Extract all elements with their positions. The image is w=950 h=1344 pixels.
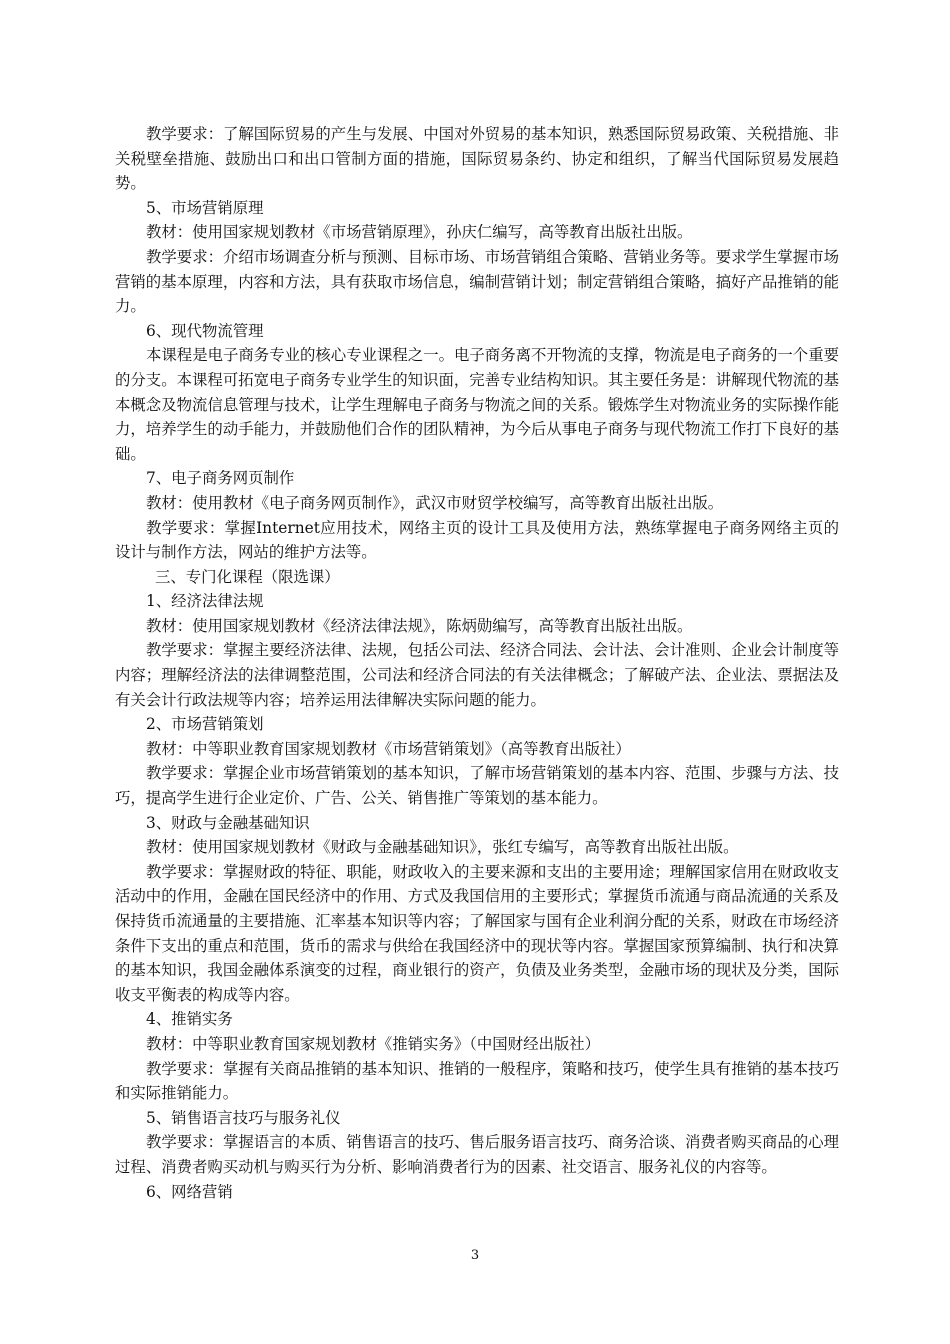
course-heading: 2、市场营销策划 (146, 715, 264, 734)
course-heading: 4、推销实务 (146, 1010, 233, 1029)
teaching-requirement-paragraph: 教学要求：掌握有关商品推销的基本知识、推销的一般程序，策略和技巧，使学生具有推销的基本技巧和实际推销能力。 (115, 1059, 839, 1103)
textbook-paragraph: 教材：使用国家规划教材《经济法律法规》，陈炳勋编写，高等教育出版社出版。 (146, 616, 693, 635)
teaching-requirement-paragraph: 教学要求：掌握语言的本质、销售语言的技巧、售后服务语言技巧、商务洽谈、消费者购买商品的心理过程、消费者购买动机与购买行为分析、影响消费者行为的因素、社交语言、服务礼仪的内容等。 (115, 1133, 839, 1176)
course-heading: 7、电子商务网页制作 (146, 469, 295, 488)
course-description-paragraph: 本课程是电子商务专业的核心专业课程之一。电子商务离不开物流的支撑，物流是电子商务的一个重要的分支。本课程可拓宽电子商务专业学生的知识面，完善专业结构知识。其主要任务是：讲解现代物流的基本概念及物流信息管理与技术，让学生理解电子商务与物流之间的关系。锻炼学生对物流业务的实际操作能力，培养学生的动手能力，并鼓励他们合作的团队精神，为今后从事电子商务与现代物流工作打下良好的基础。 (115, 346, 839, 463)
page-number: 3 (470, 1248, 480, 1263)
course-heading: 6、现代物流管理 (146, 321, 264, 340)
teaching-requirement-paragraph: 教学要求：掌握主要经济法律、法规，包括公司法、经济合同法、会计法、会计准则、企业会计制度等内容；理解经济法的法律调整范围，公司法和经济合同法的有关法律概念；了解破产法、企业法、票据法及有关会计行政法规等内容；培养运用法律解决实际问题的能力。 (115, 641, 839, 709)
textbook-paragraph: 教材：中等职业教育国家规划教材《市场营销策划》（高等教育出版社） (146, 739, 631, 758)
textbook-paragraph: 教材：使用国家规划教材《市场营销原理》，孙庆仁编写，高等教育出版社出版。 (146, 223, 693, 242)
teaching-requirement-paragraph: 教学要求：了解国际贸易的产生与发展、中国对外贸易的基本知识，熟悉国际贸易政策、关税措施、非关税壁垒措施、鼓励出口和出口管制方面的措施，国际贸易条约、协定和组织，了解当代国际贸易发展趋势。 (115, 125, 839, 193)
section-heading: 三、专门化课程（限选课） (155, 567, 340, 586)
textbook-paragraph: 教材：使用国家规划教材《财政与金融基础知识》，张红专编写，高等教育出版社出版。 (146, 838, 739, 857)
course-heading: 3、财政与金融基础知识 (146, 813, 310, 832)
teaching-requirement-paragraph: 教学要求：掌握财政的特征、职能，财政收入的主要来源和支出的主要用途；理解国家信用在财政收支活动中的作用，金融在国民经济中的作用、方式及我国信用的主要形式；掌握货币流通与商品流通的关系及保持货币流通量的主要措施、汇率基本知识等内容；了解国家与国有企业利润分配的关系，财政在市场经济条件下支出的重点和范围，货币的需求与供给在我国经济中的现状等内容。掌握国家预算编制、执行和决算的基本知识，我国金融体系演变的过程，商业银行的资产，负债及业务类型，金融市场的现状及分类，国际收支平衡表的构成等内容。 (115, 862, 839, 1004)
course-heading: 5、销售语言技巧与服务礼仪 (146, 1108, 341, 1127)
textbook-paragraph: 教材：使用教材《电子商务网页制作》，武汉市财贸学校编写，高等教育出版社出版。 (146, 493, 724, 512)
course-heading: 6、网络营销 (146, 1182, 233, 1201)
teaching-requirement-paragraph: 教学要求：掌握企业市场营销策划的基本知识，了解市场营销策划的基本内容、范围、步骤与方法、技巧，提高学生进行企业定价、广告、公关、销售推广等策划的基本能力。 (115, 764, 839, 808)
teaching-requirement-paragraph: 教学要求：介绍市场调查分析与预测、目标市场、市场营销组合策略、营销业务等。要求学生掌握市场营销的基本原理，内容和方法，具有获取市场信息，编制营销计划；制定营销组合策略，搞好产品推销的能力。 (115, 247, 839, 316)
textbook-paragraph: 教材：中等职业教育国家规划教材《推销实务》（中国财经出版社） (146, 1034, 601, 1053)
course-heading: 5、市场营销原理 (146, 198, 264, 217)
teaching-requirement-paragraph: 教学要求：掌握Internet应用技术，网络主页的设计工具及使用方法，熟练掌握电子商务网络主页的设计与制作方法，网站的维护方法等。 (115, 518, 839, 562)
course-heading: 1、经济法律法规 (146, 592, 264, 611)
document-body (115, 122, 839, 1204)
